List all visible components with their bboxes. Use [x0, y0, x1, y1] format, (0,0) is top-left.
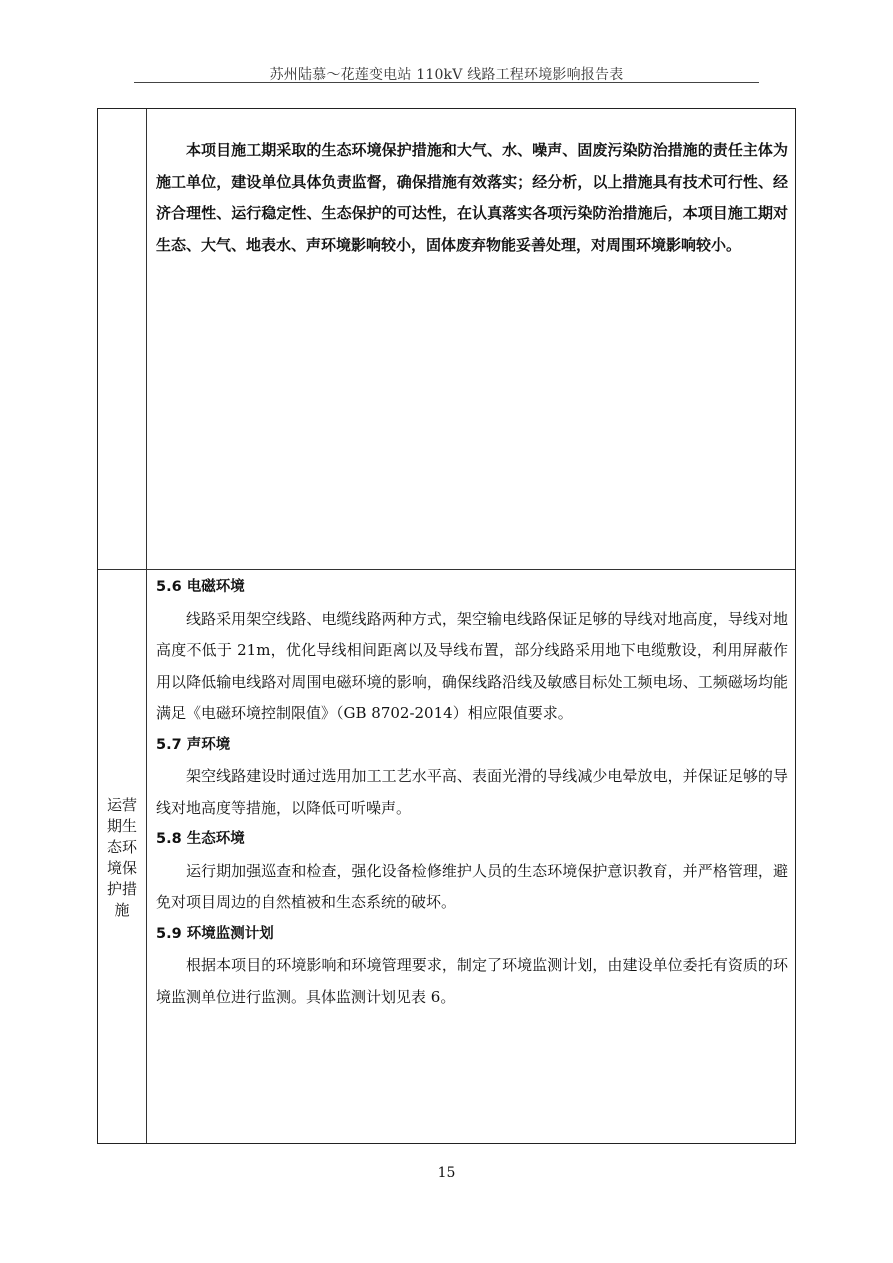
- measures-table: [97, 108, 796, 1144]
- running-header: 苏州陆慕～花莲变电站 110kV 线路工程环境影响报告表: [269, 67, 624, 83]
- label-line: 护措: [106, 880, 137, 898]
- label-line: 境保: [106, 859, 137, 877]
- column-divider: [146, 109, 147, 1143]
- operation-measures-content: [156, 572, 788, 1013]
- section-heading-monitoring: 5.9 环境监测计划: [156, 925, 274, 942]
- page-number: 15: [437, 1165, 456, 1181]
- header-rule: [134, 82, 759, 83]
- row-divider: [98, 569, 795, 570]
- section-heading-acoustic: 5.7 声环境: [156, 736, 231, 753]
- operation-period-label: [98, 795, 146, 921]
- section-text-acoustic: 架空线路建设时通过选用加工工艺水平高、表面光滑的导线减少电晕放电，并保证足够的导线对地高度等措施，以降低可听噪声。: [156, 767, 788, 817]
- label-line: 运营: [106, 796, 137, 814]
- construction-summary-paragraph: 本项目施工期采取的生态环境保护措施和大气、水、噪声、固废污染防治措施的责任主体为施工单位，建设单位具体负责监督，确保措施有效落实；经分析，以上措施具有技术可行性、经济合理性、运行稳定性、生态保护的可达性，在认真落实各项污染防治措施后，本项目施工期对生态、大气、地表水、声环境影响较小，固体废弃物能妥善处理，对周围环境影响较小。: [156, 141, 788, 254]
- section-text-ecological: 运行期加强巡查和检查，强化设备检修维护人员的生态环境保护意识教育，并严格管理，避免对项目周边的自然植被和生态系统的破坏。: [156, 861, 788, 911]
- section-text-monitoring: 根据本项目的环境影响和环境管理要求，制定了环境监测计划，由建设单位委托有资质的环境监测单位进行监测。具体监测计划见表 6。: [156, 956, 788, 1006]
- section-heading-electromagnetic: 5.6 电磁环境: [156, 579, 245, 595]
- section-text-electromagnetic: 线路采用架空线路、电缆线路两种方式，架空输电线路保证足够的导线对地高度，导线对地高度不低于 21m，优化导线相间距离以及导线布置，部分线路采用地下电缆敷设，利用屏蔽作用以降低输电线路对周围电磁环境的影响，确保线路沿线及敏感目标处工频电场、工频磁场均能满足《电磁环境控制限值》（GB 8702-2014）相应限值要求。: [156, 609, 788, 722]
- label-line: 态环: [106, 838, 137, 856]
- label-line: 期生: [106, 817, 137, 835]
- label-line: 施: [114, 901, 130, 919]
- section-heading-ecological: 5.8 生态环境: [156, 831, 245, 847]
